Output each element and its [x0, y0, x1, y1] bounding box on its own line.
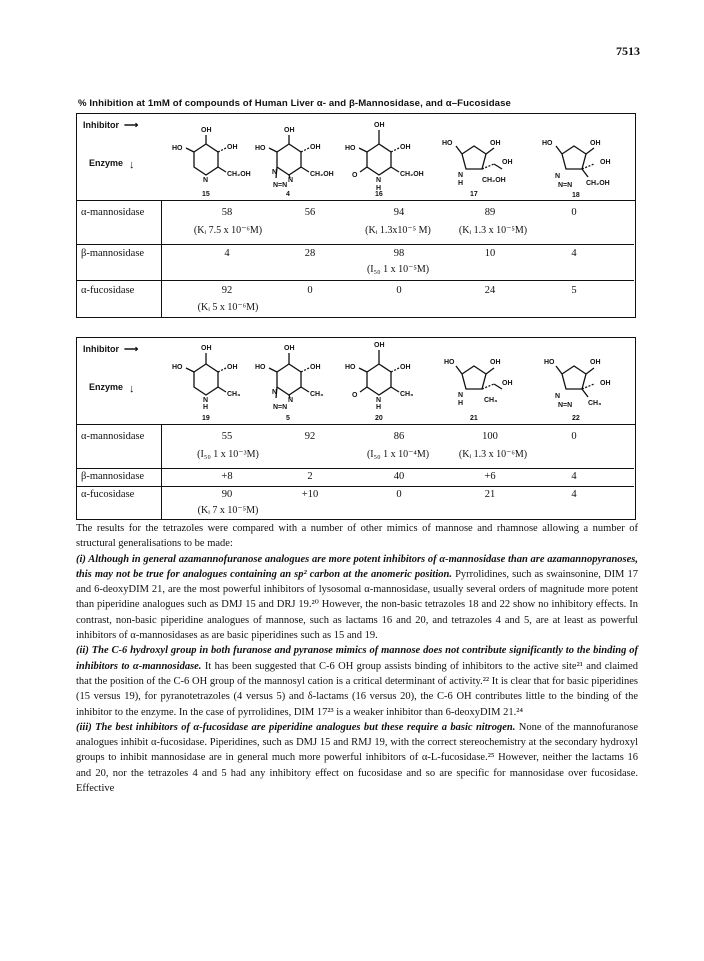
arrow-down-icon: ↓ [129, 159, 135, 171]
ho-label: HO [442, 140, 453, 147]
oh-label: OH [490, 359, 501, 366]
o-label: O [352, 172, 358, 179]
table-cell: 98 [393, 248, 405, 259]
table-cell: 0 [307, 285, 313, 296]
compound-number-4: 4 [286, 191, 290, 198]
inhibition-table-1 [76, 113, 636, 318]
table-note: (Kᵢ 7.5 x 10⁻⁶M) [193, 225, 263, 236]
n-label: N [376, 397, 382, 404]
compound-number-17: 17 [470, 191, 478, 198]
structure-5 [255, 345, 323, 422]
nn-label: N=N [558, 182, 573, 189]
structure-header-row [77, 114, 635, 201]
paragraph-1-heading: (i) Although in general azamannofuranose analogues are more potent inhibitors of α-mannosidase than are azamannopyranoses, this may not be true for analogues containing an sp² carbon at the anomeric position. [76, 553, 638, 580]
structure-4 [255, 127, 334, 198]
table-note: (Kᵢ 5 x 10⁻⁶M) [197, 302, 259, 313]
inhibition-table-2 [76, 337, 636, 520]
table-cell: 92 [304, 431, 316, 442]
oh-label: OH [227, 364, 238, 371]
structure-20 [345, 342, 413, 422]
ch2oh-label: CH₂OH [586, 180, 610, 187]
ho-label: HO [345, 145, 356, 152]
inhibitor-label: Inhibitor [83, 120, 119, 130]
ch2oh-label: CH₂OH [310, 171, 334, 178]
ho-label: HO [345, 364, 356, 371]
n-label: N [458, 392, 464, 399]
ch3-label: CH₃ [227, 391, 241, 398]
n-label: N [272, 169, 278, 176]
h-label: H [203, 404, 209, 411]
table-cell: +10 [301, 489, 319, 500]
compound-number-21: 21 [470, 415, 478, 422]
n-label: N [376, 177, 382, 184]
h-label: H [376, 185, 382, 192]
table-note: (Kᵢ 1.3x10⁻⁵ M) [365, 225, 431, 236]
n-label: N [458, 172, 464, 179]
structure-19 [172, 345, 240, 422]
arrow-right-icon: ⟶ [124, 120, 139, 131]
table-cell: 4 [224, 248, 230, 259]
table-cell: 4 [571, 248, 577, 259]
ho-label: HO [172, 364, 183, 371]
enzyme-label: Enzyme [89, 158, 124, 168]
oh-label: OH [227, 144, 238, 151]
table-cell: 58 [221, 207, 233, 218]
oh-label: OH [310, 364, 321, 371]
ho-label: HO [444, 359, 455, 366]
oh-label: OH [374, 122, 385, 129]
table-cell: 86 [393, 431, 405, 442]
table-cell: 40 [393, 471, 405, 482]
ch3-label: CH₃ [484, 397, 498, 404]
n-label: N [555, 393, 561, 400]
paragraph-2-body: It has been suggested that C-6 OH group assists binding of inhibitors to the active site²¹ and claimed that the position of the C-6 OH group of the mannosyl cation is a critical determinant of activity.²² It is clear that for basic piperidines (15 versus 19), for pyranotetrazoles (4 versus 5) and δ-lactams (16 versus 20), the C-6 OH contributes little to the binding of the inhibitor to the enzyme. In the case of pyrrolidines, DIM 17²³ is a weaker inhibitor than 6-deoxyDIM 21.²⁴ [76, 660, 639, 718]
table-cell: 0 [571, 207, 577, 218]
inhibitor-label: Inhibitor [83, 344, 119, 354]
o-label: O [352, 392, 358, 399]
table-cell: +8 [221, 471, 233, 482]
oh-label: OH [600, 159, 611, 166]
paragraph-1 [76, 552, 638, 644]
table-cell: 5 [571, 285, 577, 296]
oh-label: OH [310, 144, 321, 151]
table-cell: 89 [484, 207, 496, 218]
table-cell: 0 [571, 431, 577, 442]
paragraph-3-body: None of the mannofuranose analogues inhibit α-fucosidase. Piperidines, such as DMJ 15 and RMJ 19, with the correct stereochemistry at the secondary hydroxyl groups to inhibit mannosidase are in general much more powerful inhibitors of α-L-fucosidase.²⁵ However, neither the lactams 16 and 20, nor the tetrazoles 4 and 5 had any inhibitory effect on fucosidase and so are specific for mannosidase over fucosidase. Effective [76, 721, 639, 795]
arrow-down-icon: ↓ [129, 383, 135, 395]
table-2-body [77, 425, 634, 519]
ho-label: HO [172, 145, 183, 152]
ch2oh-label: CH₂OH [482, 177, 506, 184]
ch2oh-label: CH₂OH [227, 171, 251, 178]
oh-label: OH [590, 359, 601, 366]
compound-number-5: 5 [286, 415, 290, 422]
compound-number-15: 15 [202, 191, 210, 198]
n-label: N [288, 177, 294, 184]
nn-label: N=N [558, 402, 573, 409]
oh-label: OH [374, 342, 385, 349]
oh-label: OH [600, 380, 611, 387]
ho-label: HO [255, 364, 266, 371]
paragraph-3-heading: (iii) The best inhibitors of α-fucosidase are piperidine analogues but these require a basic nitrogen. [76, 721, 516, 733]
structure-drawings [172, 114, 632, 200]
paragraph-intro: The results for the tetrazoles were compared with a number of other mimics of mannose and rhamnose allowing a number of structural generalisations to be made: [76, 523, 638, 550]
table-cell: 56 [304, 207, 316, 218]
table-cell: 24 [484, 285, 496, 296]
table-cell: 10 [484, 248, 496, 259]
table-note: (Kᵢ 7 x 10⁻⁵M) [197, 505, 259, 516]
structure-17 [442, 140, 513, 198]
oh-label: OH [201, 127, 212, 134]
table-note: (I₅₀ 1 x 10⁻⁴M) [366, 449, 430, 460]
oh-label: OH [201, 345, 212, 352]
table-note: (I₅₀ 1 x 10⁻⁵M) [366, 264, 430, 275]
enzyme-beta-mannosidase: β-mannosidase [81, 248, 145, 259]
oh-label: OH [400, 364, 411, 371]
structure-18 [542, 140, 611, 199]
arrow-right-icon: ⟶ [124, 344, 139, 355]
structure-15 [172, 127, 251, 198]
structure-21 [444, 359, 513, 422]
table-cell: +6 [484, 471, 496, 482]
table-cell: 21 [484, 489, 496, 500]
n-label: N [203, 397, 209, 404]
compound-number-22: 22 [572, 415, 580, 422]
n-label: N [203, 177, 209, 184]
table-cell: 100 [482, 431, 498, 442]
table-title: % Inhibition at 1mM of compounds of Human Liver α- and β-Mannosidase, and α–Fucosidase [78, 98, 511, 109]
table-cell: 0 [396, 285, 402, 296]
paragraph-3 [76, 720, 638, 796]
table-cell: 90 [221, 489, 233, 500]
table-1-body [77, 201, 634, 317]
compound-number-19: 19 [202, 415, 210, 422]
nn-label: N=N [273, 404, 288, 411]
compound-number-18: 18 [572, 192, 580, 199]
table-cell: 4 [571, 489, 577, 500]
n-label: N [555, 173, 561, 180]
table-note: (I₅₀ 1 x 10⁻³M) [197, 449, 259, 460]
oh-label: OH [490, 140, 501, 147]
enzyme-label: Enzyme [89, 382, 124, 392]
table-cell: 2 [307, 471, 313, 482]
table-cell: 94 [393, 207, 405, 218]
table-cell: 28 [304, 248, 316, 259]
ch2oh-label: CH₂OH [400, 171, 424, 178]
oh-label: OH [400, 144, 411, 151]
structure-22 [544, 359, 611, 422]
ho-label: HO [542, 140, 553, 147]
body-text [76, 521, 638, 796]
table-note: (Kᵢ 1.3 x 10⁻⁶M) [458, 449, 528, 460]
enzyme-alpha-mannosidase: α-mannosidase [81, 431, 145, 442]
n-label: N [272, 389, 278, 396]
nn-label: N=N [273, 182, 288, 189]
structure-header-row [77, 338, 635, 425]
oh-label: OH [284, 345, 295, 352]
compound-number-16: 16 [375, 191, 383, 198]
enzyme-alpha-fucosidase: α-fucosidase [81, 285, 135, 296]
structure-drawings [172, 338, 632, 424]
ch3-label: CH₃ [310, 391, 324, 398]
table-cell: 55 [221, 431, 233, 442]
enzyme-alpha-fucosidase: α-fucosidase [81, 489, 135, 500]
table-note: (Kᵢ 1.3 x 10⁻⁵M) [458, 225, 528, 236]
ho-label: HO [255, 145, 266, 152]
oh-label: OH [284, 127, 295, 134]
table-cell: 92 [221, 285, 233, 296]
paragraph-2 [76, 643, 638, 719]
page-number: 7513 [616, 44, 640, 58]
ho-label: HO [544, 359, 555, 366]
paragraph-1-body: Pyrrolidines, such as swainsonine, DIM 17 and 6-deoxyDIM 21, are the most powerful inhibitors of lysosomal α-mannosidase, usually several orders of magnitude more potent than piperidine analogues such as DMJ 15 and DRJ 19.²⁰ However, the non-basic tetrazoles 18 and 22 show no inhibitory effects. In contrast, non-basic piperidine analogues of mannose, such as lactams 16 and 20, and tetrazoles 4 and 5, are at least as powerful inhibitors of α-mannosidases as are basic piperidines such as 15 and 19. [76, 568, 639, 642]
h-label: H [458, 400, 464, 407]
oh-label: OH [502, 380, 513, 387]
compound-number-20: 20 [375, 415, 383, 422]
n-label: N [288, 397, 294, 404]
h-label: H [376, 404, 382, 411]
oh-label: OH [590, 140, 601, 147]
paragraph-2-heading: (ii) The C-6 hydroxyl group in both furanose and pyranose mimics of mannose does not contribute significantly to the binding of inhibitors to α-mannosidase. [76, 645, 638, 672]
ch3-label: CH₃ [588, 400, 602, 407]
ch3-label: CH₃ [400, 391, 414, 398]
h-label: H [458, 180, 464, 187]
enzyme-alpha-mannosidase: α-mannosidase [81, 207, 145, 218]
oh-label: OH [502, 159, 513, 166]
table-cell: 4 [571, 471, 577, 482]
structure-16 [345, 122, 424, 198]
enzyme-beta-mannosidase: β-mannosidase [81, 471, 145, 482]
table-cell: 0 [396, 489, 402, 500]
